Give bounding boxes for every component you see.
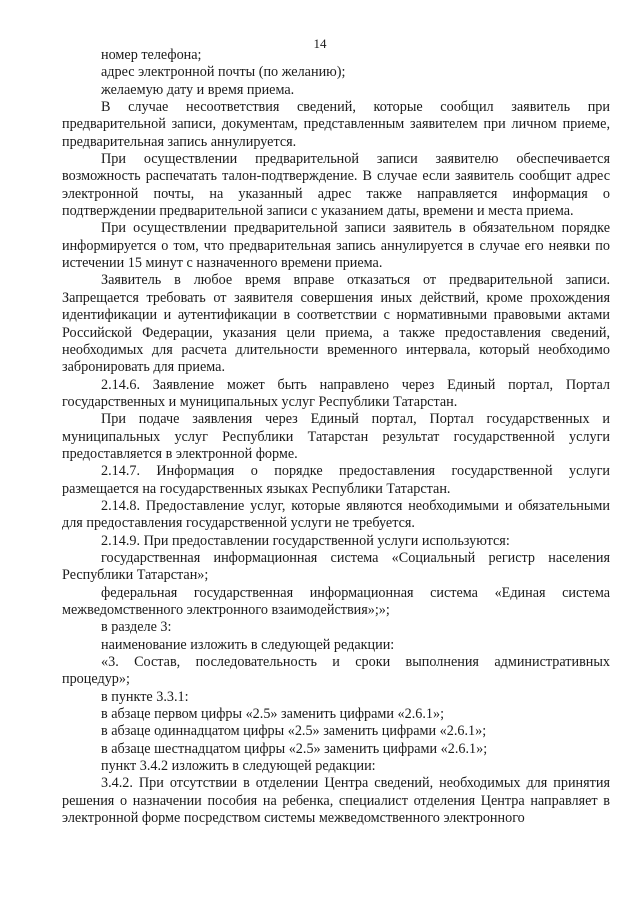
paragraph: желаемую дату и время приема. xyxy=(101,81,295,98)
paragraph: в абзаце одиннадцатом цифры «2.5» заменить цифрами «2.6.1»; xyxy=(101,723,487,740)
paragraph: пункт 3.4.2 изложить в следующей редакции: xyxy=(101,758,376,775)
paragraph: 2.14.8. Предоставление услуг, которые являются необходимыми и обязательными для предоставления государственной услуги не требуется. xyxy=(62,497,610,532)
paragraph: Заявитель в любое время вправе отказаться от предварительной записи. Запрещается требовать от заявителя совершения иных действий, кроме прохождения идентификации и аутентификации в соответствии с нормативными правовыми актами Российской Федерации, указания цели приема, а также предоставления сведений, необходимых для расчета длительности временного интервала, который необходимо забронировать для приема. xyxy=(62,272,610,376)
paragraph: При осуществлении предварительной записи заявителю обеспечивается возможность распечатать талон-подтверждение. В случае если заявитель сообщит адрес электронной почты, на указанный адрес также направляется информация о подтверждении предварительной записи с указанием даты, времени и места приема. xyxy=(62,151,610,220)
paragraph: в абзаце первом цифры «2.5» заменить цифрами «2.6.1»; xyxy=(101,706,445,723)
paragraph: 2.14.6. Заявление может быть направлено через Единый портал, Портал государственных и муниципальных услуг Республики Татарстан. xyxy=(62,376,610,410)
paragraph: федеральная государственная информационная система «Единая система межведомственного электронного взаимодействия»;»; xyxy=(62,584,610,618)
paragraph: адрес электронной почты (по желанию); xyxy=(101,64,346,81)
paragraph: В случае несоответствия сведений, которые сообщил заявитель при предварительной записи, документам, представленным заявителем при личном приеме, предварительная запись аннулируется. xyxy=(62,99,610,150)
paragraph: «3. Состав, последовательность и сроки выполнения административных процедур»; xyxy=(62,654,610,688)
paragraph: 2.14.7. Информация о порядке предоставления государственной услуги размещается на государственных языках Республики Татарстан. xyxy=(62,463,610,497)
document-body xyxy=(62,47,610,827)
paragraph: в разделе 3: xyxy=(101,619,172,636)
paragraph: наименование изложить в следующей редакции: xyxy=(101,636,395,653)
page-number: 14 xyxy=(313,36,327,51)
paragraph: номер телефона; xyxy=(101,47,202,63)
paragraph: в абзаце шестнадцатом цифры «2.5» заменить цифрами «2.6.1»; xyxy=(101,740,488,757)
paragraph: государственная информационная система «Социальный регистр населения Республики Татарстан»; xyxy=(62,549,610,584)
paragraph: 2.14.9. При предоставлении государственной услуги используются: xyxy=(101,532,510,549)
paragraph: 3.4.2. При отсутствии в отделении Центра сведений, необходимых для принятия решения о назначении пособия на ребенка, специалист отделения Центра направляет в электронной форме посредством системы межведомственного электронного xyxy=(62,775,610,827)
paragraph: При подаче заявления через Единый портал, Портал государственных и муниципальных услуг Республики Татарстан результат государственной услуги предоставляется в электронной форме. xyxy=(62,411,610,462)
paragraph: При осуществлении предварительной записи заявитель в обязательном порядке информируется о том, что предварительная запись аннулируется в случае его неявки по истечении 15 минут с назначенного времени приема. xyxy=(62,220,610,272)
paragraph: в пункте 3.3.1: xyxy=(101,688,189,705)
